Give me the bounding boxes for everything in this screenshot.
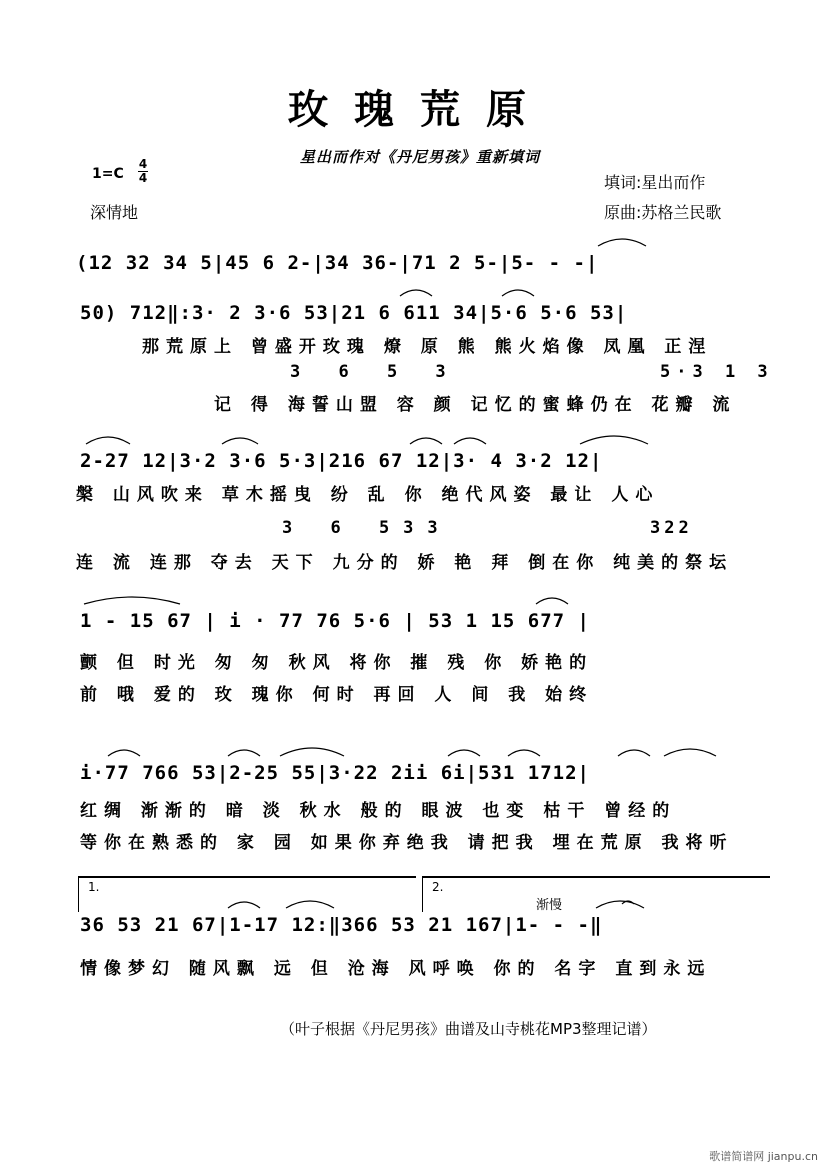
time-signature-bottom: 4 — [138, 171, 148, 185]
slur — [86, 437, 130, 444]
slur — [580, 436, 648, 444]
slur — [222, 438, 258, 444]
notation-row-4: 1 - 15 67 | i · 77 76 5·6 | 53 1 15 677 | — [80, 610, 590, 632]
slur — [508, 750, 540, 756]
slur — [664, 749, 716, 756]
time-signature-top: 4 — [138, 157, 148, 171]
lyric-row-3-verse-2: 连 流 连那 夺去 天下 九分的 娇 艳 拜 倒在你 纯美的祭坛 — [76, 553, 734, 573]
notation-row-5: i·77 766 53|2-25 55|3·22 2ii 6i|531 1712| — [80, 762, 590, 784]
notation-row-1: (12 32 34 5|45 6 2-|34 36-|71 2 5-|5- - -| — [76, 252, 599, 274]
alt-notes-row-3-b: 322 — [650, 518, 693, 538]
lyricist: 填词:星出而作 — [604, 173, 706, 192]
lyric-row-5-verse-2: 等你在熟悉的 家 园 如果你弃绝我 请把我 埋在荒原 我将听 — [80, 833, 734, 853]
composer: 原曲:苏格兰民歌 — [604, 203, 722, 222]
lyric-row-2-verse-2: 记 得 海誓山盟 容 颜 记忆的蜜蜂仍在 花瓣 流 — [214, 395, 737, 415]
subtitle: 星出而作对《丹尼男孩》重新填词 — [299, 148, 540, 166]
song-title: 玫瑰荒原 — [288, 86, 552, 133]
lyric-row-6-verse-1: 情像梦幻 随风飘 远 但 沧海 风呼唤 你的 名字 直到永远 — [80, 959, 712, 979]
slur — [448, 750, 480, 756]
slur — [598, 239, 646, 246]
alt-notes-row-2-a: 3 6 5 3 — [290, 362, 460, 382]
slur — [84, 597, 180, 604]
lyric-row-5-verse-1: 红绸 渐渐的 暗 淡 秋水 般的 眼波 也变 枯干 曾经的 — [80, 801, 677, 821]
slur — [228, 902, 260, 908]
lyric-row-2-verse-1: 那荒原上 曾盛开玫瑰 燎 原 熊 熊火焰像 凤凰 正涅 — [142, 337, 713, 357]
slur — [286, 901, 334, 908]
slur — [280, 748, 344, 756]
alt-notes-row-3-a: 3 6 533 — [282, 518, 452, 538]
volta-1: 1. — [88, 880, 100, 894]
slur — [400, 290, 432, 296]
slur — [596, 901, 644, 908]
notation-row-3: 2-27 12|3·2 3·6 5·3|216 67 12|3· 4 3·2 12| — [80, 450, 603, 472]
slur — [618, 750, 650, 756]
key-signature: 1=C — [92, 166, 124, 182]
notation-row-6: 36 53 21 67|1-17 12:‖366 53 21 167|1- - -‖ — [80, 914, 603, 936]
tempo-mark: 渐慢 — [536, 898, 563, 913]
lyric-row-4-verse-2: 前 哦 爱的 玫 瑰你 何时 再回 人 间 我 始终 — [80, 685, 594, 705]
alt-notes-row-2-b: 5·3 1 3 — [660, 362, 774, 382]
expression-mark: 深情地 — [90, 203, 139, 222]
transcription-credit: （叶子根据《丹尼男孩》曲谱及山寺桃花MP3整理记谱） — [280, 1020, 657, 1038]
slur — [228, 750, 260, 756]
watermark: 歌谱简谱网 jianpu.cn — [709, 1150, 818, 1163]
slur — [410, 438, 442, 444]
lyric-row-3-verse-1: 槃 山风吹来 草木摇曳 纷 乱 你 绝代风姿 最让 人心 — [76, 485, 660, 505]
slur — [502, 290, 534, 296]
slur — [454, 438, 486, 444]
notation-row-2: 50) 712‖:3· 2 3·6 53|21 6 611 34|5·6 5·6 53| — [80, 302, 628, 324]
slur — [108, 750, 140, 756]
slur — [536, 598, 568, 604]
lyric-row-4-verse-1: 颤 但 时光 匆 匆 秋风 将你 摧 残 你 娇艳的 — [80, 653, 594, 673]
volta-2: 2. — [432, 880, 444, 894]
